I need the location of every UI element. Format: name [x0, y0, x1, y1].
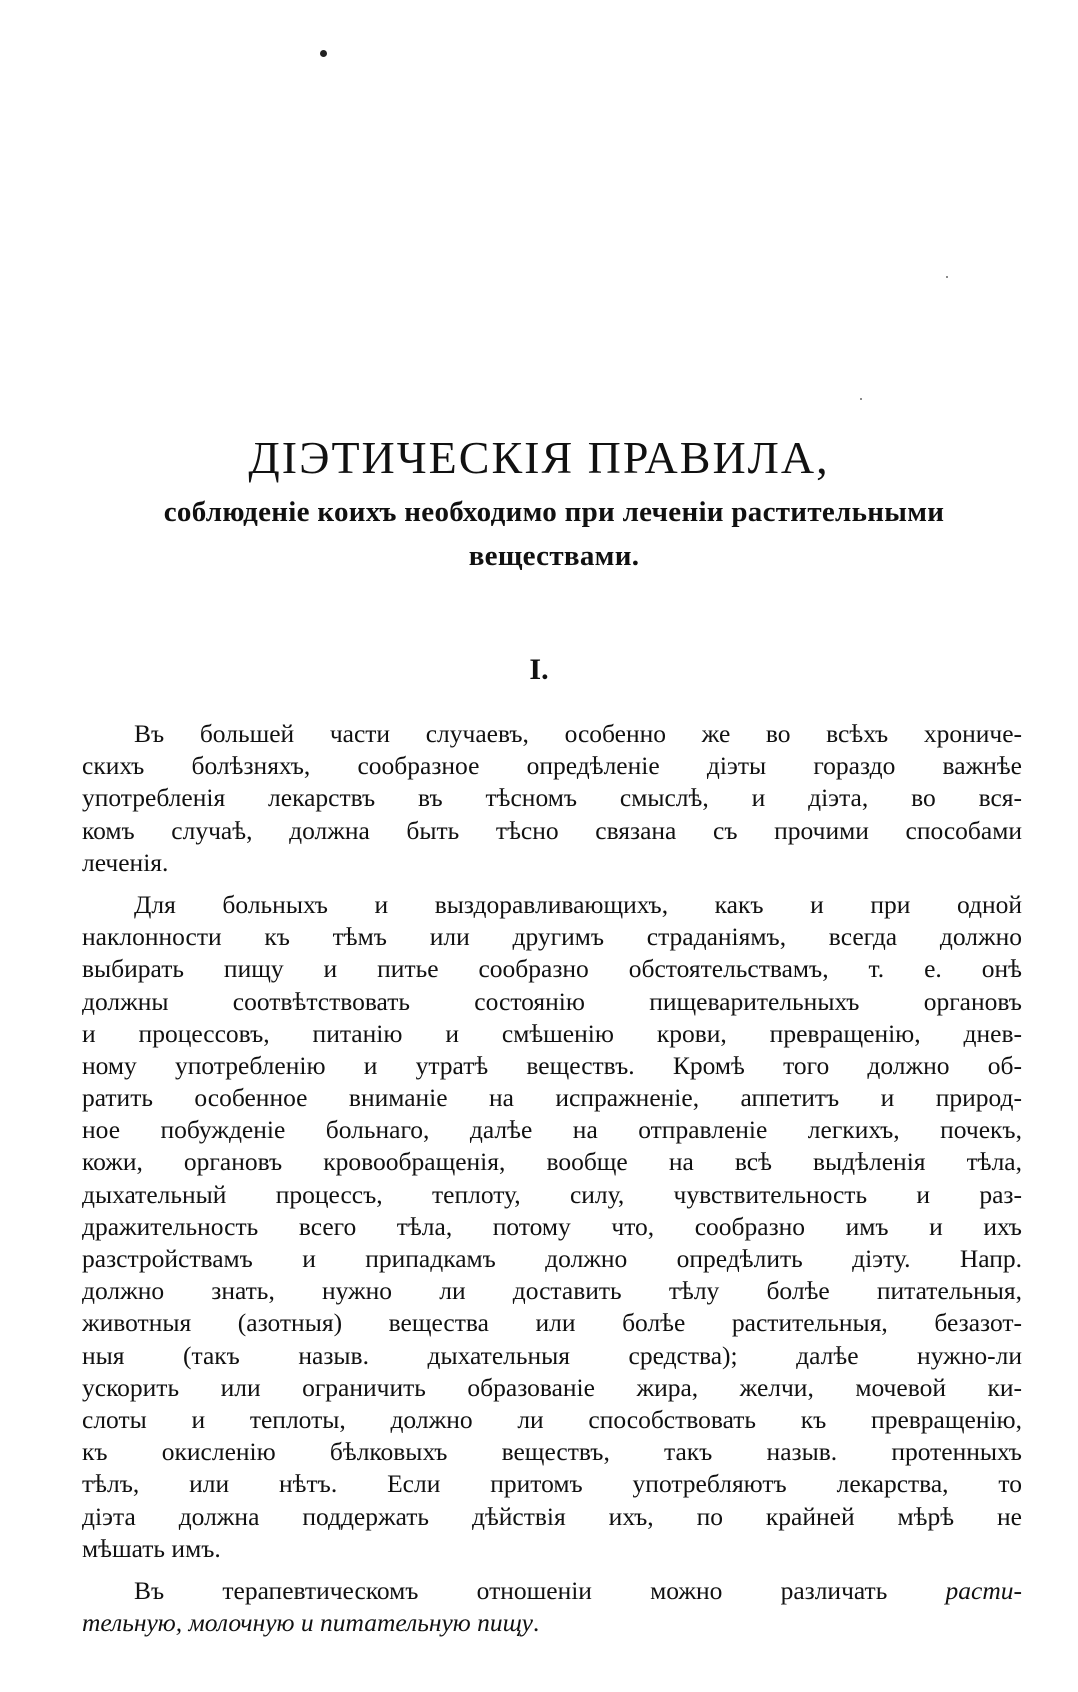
text-line: діэта должна поддержать дѣйствія ихъ, по крайней мѣрѣ не: [82, 1501, 1022, 1531]
paragraph-1: [82, 718, 1022, 879]
text-line: къ окисленію бѣлковыхъ веществъ, такъ назыв. протенныхъ: [82, 1437, 1022, 1467]
text-line: ратить особенное вниманіе на испражненіе, аппетитъ и природ-: [82, 1083, 1022, 1113]
text-line: должно знать, нужно ли доставить тѣлу болѣе питательныя,: [82, 1276, 1022, 1306]
text-line: ному употребленію и утратѣ веществъ. Кромѣ того должно об-: [82, 1050, 1022, 1080]
text-line: скихъ болѣзняхъ, сообразное опредѣленіе діэты гораздо важнѣе: [82, 751, 1022, 781]
paragraph-3: [82, 1575, 1022, 1639]
text-line: и процессовъ, питанію и смѣшенію крови, превращенію, днев-: [82, 1018, 1022, 1048]
text-line: дражительность всего тѣла, потому что, сообразно имъ и ихъ: [82, 1211, 1022, 1241]
text-line: выбирать пищу и питье сообразно обстоятельствамъ, т. е. онѣ: [82, 954, 1022, 984]
text-line: разстройствамъ и припадкамъ должно опредѣлить діэту. Напр.: [82, 1244, 1022, 1273]
text-line: комъ случаѣ, должна быть тѣсно связана съ прочими способами: [82, 815, 1022, 845]
text-line: ное побужденіе больнаго, далѣе на отправленіе легкихъ, почекъ,: [82, 1115, 1022, 1145]
ink-speck: [320, 50, 327, 57]
text-line: Для больныхъ и выздоравливающихъ, какъ и при одной: [134, 889, 1022, 919]
text-line: ныя (такъ назыв. дыхательныя средства); далѣе нужно-ли: [82, 1340, 1022, 1370]
text-line: кожи, органовъ кровообращенія, вообще на всѣ выдѣленія тѣла,: [82, 1147, 1022, 1177]
text-italic: расти-: [945, 1575, 1022, 1605]
ink-speck: [860, 398, 862, 400]
text-line: [82, 1575, 1022, 1607]
body-text: [82, 718, 1022, 1639]
text-line: ускорить или ограничить образованіе жира, желчи, мочевой ки-: [82, 1372, 1022, 1402]
text-line: [82, 1607, 1022, 1639]
section-number: I.: [529, 653, 549, 686]
text-italic: тельную, молочную и питательную пищу: [82, 1608, 533, 1638]
text-line: употребленія лекарствъ въ тѣсномъ смыслѣ, и діэта, во вся-: [82, 783, 1022, 813]
paragraph-2: [82, 889, 1022, 1565]
text-line: слоты и теплоты, должно ли способствовать къ превращенію,: [82, 1404, 1022, 1434]
text-line: тѣлъ, или нѣтъ. Если притомъ употребляютъ лекарства, то: [82, 1469, 1022, 1499]
text-line: мѣшать имъ.: [82, 1533, 221, 1563]
page-title: ДІЭТИЧЕСКІЯ ПРАВИЛА,: [248, 431, 830, 483]
text-line: наклонности къ тѣмъ или другимъ страданіямъ, всегда должно: [82, 922, 1022, 952]
text-plain: Въ терапевтическомъ отношеніи можно различать: [134, 1575, 888, 1605]
page-subtitle: соблюденіе коихъ необходимо при леченіи растительными веществами.: [163, 496, 945, 572]
text-line: животныя (азотныя) вещества или болѣе растительныя, безазот-: [82, 1308, 1022, 1338]
text-line: Въ большей части случаевъ, особенно же во всѣхъ хрониче-: [134, 719, 1022, 748]
text-plain: .: [532, 1608, 540, 1638]
text-line: должны соотвѣтствовать состоянію пищеварительныхъ органовъ: [82, 986, 1022, 1016]
ink-speck: [946, 276, 948, 278]
text-line: леченія.: [82, 847, 169, 877]
text-line: дыхательный процессъ, теплоту, силу, чувствительность и раз-: [82, 1179, 1022, 1209]
